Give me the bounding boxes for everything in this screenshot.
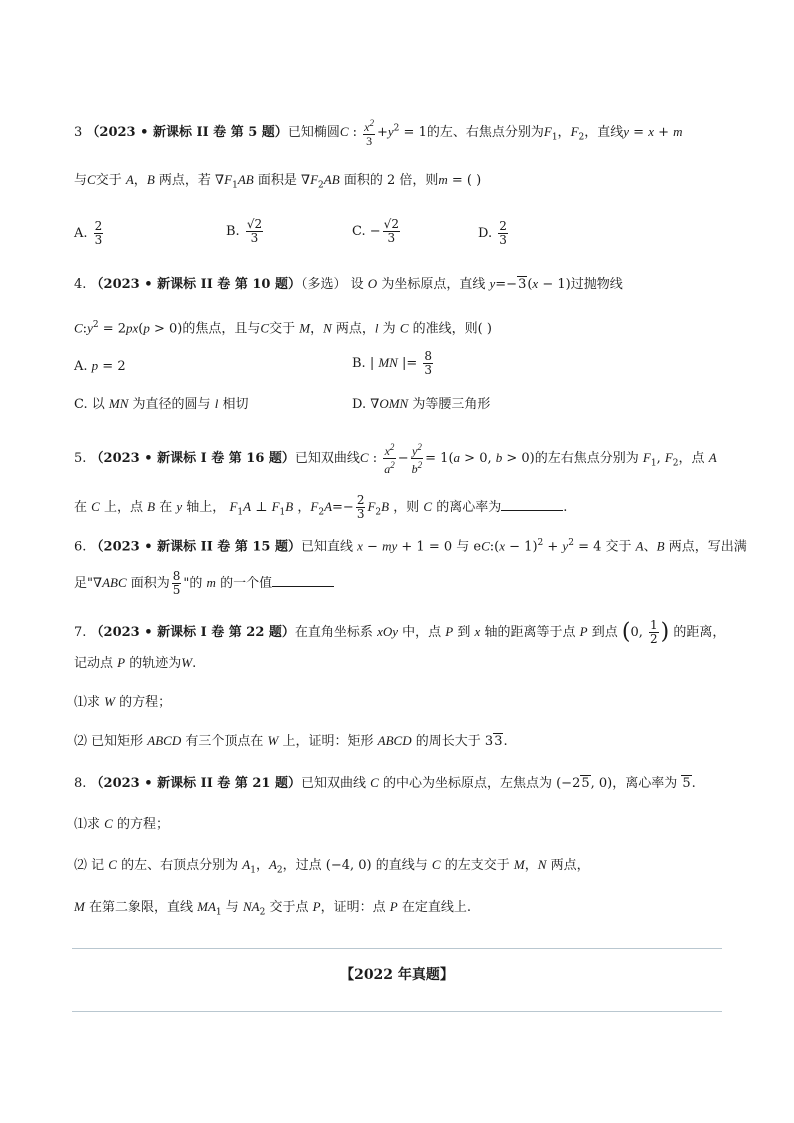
answer-blank — [501, 498, 563, 511]
q5-line1: 5. （2023 • 新课标 I 卷 第 16 题）已知双曲线C : $\frac{x^2}{a^2}$ − $\frac{y^2}{b^2}$ = 1(a > 0, b > 0)的左右焦点分别为 $F_1$, $F_2$，点 A — [74, 442, 717, 476]
q4-option-a: A. p = 2 — [74, 358, 126, 374]
q4-line1: 4. （2023 • 新课标 II 卷 第 10 题）（多选） 设 O 为坐标原点，直线 y=−3(x − 1)过抛物线 — [74, 276, 623, 292]
q6-line1: 6. （2023 • 新课标 II 卷 第 15 题）已知直线 x − my + 1 = 0 与 eC:(x − $1)^2 + y^2 = 4$ 交于 A、B 两点，写出满 — [74, 538, 747, 555]
q7-line1: 7. （2023 • 新课标 I 卷 第 22 题）在直角坐标系 xOy 中，点 P 到 x 轴的距离等于点 P 到点 (0, $\frac{1}{2}$ ) 的距离， — [74, 618, 726, 646]
answer-blank — [272, 574, 334, 587]
q8-line1: 8. （2023 • 新课标 II 卷 第 21 题）已知双曲线 C 的中心为坐标原点，左焦点为 (−25, 0)，离心率为 5. — [74, 775, 696, 791]
q4-option-b: B. | MN |= $\frac{8}{3}$ — [352, 349, 433, 377]
q3-option-b: B. $\frac{√2}{3}$ — [226, 217, 263, 245]
q3-line2: 与C交于 A，B 两点，若 $\nabla F_1AB$ 面积是 $\nabla F_2AB$ 面积的 2 倍，则m = ( ) — [74, 172, 482, 191]
q3-line1: 3 （2023 • 新课标 II 卷 第 5 题）已知椭圆C : $\frac{x^2}{3}$ $+y^2 = 1$的左、右焦点分别为$F_1$，$F_2$，直线y = x + m — [74, 118, 683, 148]
q3-option-d: D. $\frac{2}{3}$ — [478, 219, 507, 247]
q4-option-c: C. 以 MN 为直径的圆与 l 相切 — [74, 396, 249, 412]
q4-option-d: D. ∇OMN 为等腰三角形 — [352, 396, 491, 412]
q4-line2: $C:y^2 = 2px(p > 0)$的焦点，且与C交于 M，N 两点，l 为 C 的准线，则( ) — [74, 320, 492, 337]
q7-part1: ⑴求 W 的方程； — [74, 694, 172, 710]
section-heading: 【2022 年真题】 — [340, 967, 454, 983]
q7-line2: 记动点 P 的轨迹为W. — [74, 655, 197, 671]
q8-part1: ⑴求 C 的方程； — [74, 816, 169, 832]
divider-top — [72, 948, 722, 949]
q5-line2: 在 C 上，点 B 在 y 轴上， $F_1A$ ⊥ $F_1B$ ，$F_2A=-$ $\frac{2}{3}$ $F_2B$ ，则 C 的离心率为 . — [74, 493, 568, 521]
q8-part2: ⑵ 记 C 的左、右顶点分别为 $A_1$，$A_2$，过点 (−4, 0) 的直线与 C 的左支交于 M，N 两点， — [74, 857, 590, 876]
q6-line2: 足"∇ABC 面积为 $\frac{8}{5}$ "的 m 的一个值 — [74, 570, 334, 597]
q8-line3: M 在第二象限，直线 $MA_1$ 与 $NA_2$ 交于点 P，证明：点 P 在定直线上. — [74, 899, 471, 918]
q3-option-a: A. $\frac{2}{3}$ — [74, 219, 103, 247]
q7-part2: ⑵ 已知矩形 ABCD 有三个顶点在 W 上，证明：矩形 ABCD 的周长大于 33. — [74, 733, 508, 749]
q3-option-c: C. − $\frac{√2}{3}$ — [352, 217, 399, 245]
divider-bottom — [72, 1011, 722, 1012]
